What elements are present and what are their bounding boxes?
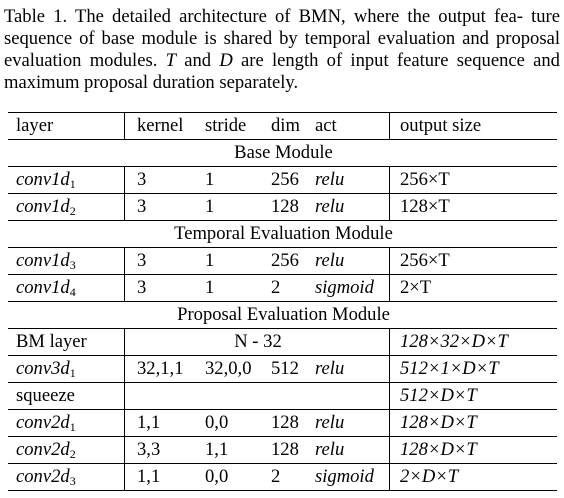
caption-line: are length of input feature	[241, 50, 449, 71]
table-row	[8, 383, 557, 410]
cell-output: 512×1×D×T	[390, 356, 558, 383]
cell-output: 128×D×T	[390, 410, 558, 437]
cell-output: 128×32×D×T	[390, 329, 558, 356]
table-header-row	[8, 113, 557, 140]
cell-output: 256×T	[390, 167, 558, 194]
table-row	[8, 275, 557, 302]
cell-stride: 1	[203, 275, 269, 302]
caption-math-var: T	[165, 50, 176, 71]
cell-stride: 32,0,0	[203, 356, 269, 383]
table-caption	[4, 6, 560, 94]
cell-output: 128×T	[390, 194, 558, 221]
cell-kernel: 3	[125, 167, 204, 194]
table-row	[8, 464, 557, 491]
header-stride: stride	[203, 113, 269, 140]
table-row	[8, 329, 557, 356]
cell-layer: $conv2d_2$	[8, 437, 125, 464]
cell-kernel: 32,1,1	[125, 356, 204, 383]
cell-layer: $conv1d_2$	[8, 194, 125, 221]
cell-kernel: 3	[125, 194, 204, 221]
cell-dim: 128	[269, 194, 313, 221]
header-act: act	[313, 113, 390, 140]
cell-stride: 1	[203, 194, 269, 221]
header-kernel: kernel	[125, 113, 204, 140]
cell-output: 128×D×T	[390, 437, 558, 464]
section-base-module: Base Module	[8, 140, 557, 167]
section-proposal-module: Proposal Evaluation Module	[8, 302, 557, 329]
cell-dim: 128	[269, 437, 313, 464]
caption-line: proposal evaluation modules.	[4, 28, 560, 71]
cell-act: relu	[313, 356, 390, 383]
architecture-table	[8, 112, 557, 491]
cell-act: relu	[313, 410, 390, 437]
cell-span: N - 32	[125, 329, 390, 356]
cell-layer: $conv2d_1$	[8, 410, 125, 437]
caption-line: Table 1. The detailed architecture of BMN, where the output fea-	[4, 6, 523, 27]
table-row	[8, 248, 557, 275]
section-row	[8, 302, 557, 329]
header-output-size: output size	[390, 113, 558, 140]
caption-line: sequence and maximum proposal duration separately.	[4, 50, 560, 93]
cell-kernel: 3	[125, 248, 204, 275]
cell-stride: 0,0	[203, 464, 269, 491]
cell-kernel: 3,3	[125, 437, 204, 464]
cell-stride: 1	[203, 248, 269, 275]
cell-output: 512×D×T	[390, 383, 558, 410]
cell-output: 2×D×T	[390, 464, 558, 491]
cell-layer: squeeze	[8, 383, 125, 410]
table-row	[8, 167, 557, 194]
table-row	[8, 356, 557, 383]
cell-dim: 2	[269, 464, 313, 491]
cell-dim: 512	[269, 356, 313, 383]
cell-empty	[125, 383, 390, 410]
cell-act: sigmoid	[313, 275, 390, 302]
cell-layer: $conv1d_4$	[8, 275, 125, 302]
table-row	[8, 194, 557, 221]
cell-act: sigmoid	[313, 464, 390, 491]
cell-dim: 2	[269, 275, 313, 302]
cell-act: relu	[313, 248, 390, 275]
cell-stride: 1,1	[203, 437, 269, 464]
table-row	[8, 410, 557, 437]
cell-act: relu	[313, 167, 390, 194]
cell-kernel: 3	[125, 275, 204, 302]
cell-layer: $conv1d_1$	[8, 167, 125, 194]
cell-act: relu	[313, 437, 390, 464]
cell-layer: $conv2d_3$	[8, 464, 125, 491]
cell-layer: $conv1d_3$	[8, 248, 125, 275]
cell-stride: 1	[203, 167, 269, 194]
cell-dim: 256	[269, 248, 313, 275]
cell-layer: BM layer	[8, 329, 125, 356]
cell-dim: 256	[269, 167, 313, 194]
header-dim: dim	[269, 113, 313, 140]
cell-stride: 0,0	[203, 410, 269, 437]
section-temporal-module: Temporal Evaluation Module	[8, 221, 557, 248]
header-layer: layer	[8, 113, 125, 140]
cell-kernel: 1,1	[125, 410, 204, 437]
cell-act: relu	[313, 194, 390, 221]
table-row	[8, 437, 557, 464]
cell-kernel: 1,1	[125, 464, 204, 491]
caption-word: and	[184, 50, 212, 71]
cell-dim: 128	[269, 410, 313, 437]
cell-output: 256×T	[390, 248, 558, 275]
cell-output: 2×T	[390, 275, 558, 302]
cell-layer: $conv3d_1$	[8, 356, 125, 383]
section-row	[8, 140, 557, 167]
caption-math-var: D	[219, 50, 233, 71]
section-row	[8, 221, 557, 248]
caption-line: ture sequence of base module is shared by temporal evaluation and	[4, 6, 560, 49]
